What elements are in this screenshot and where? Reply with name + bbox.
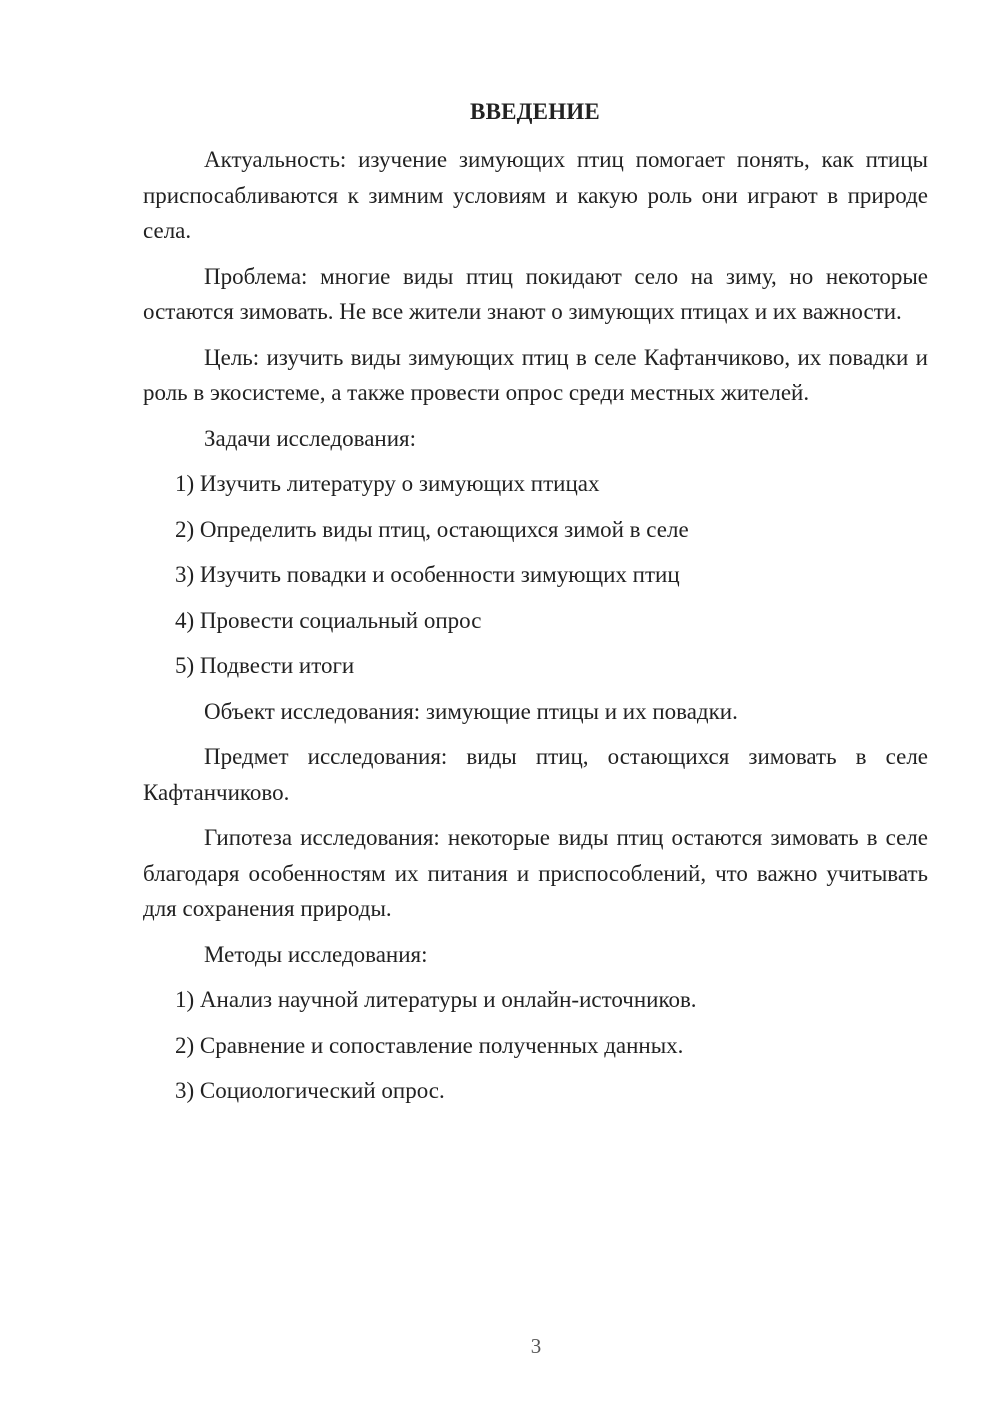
page-number: 3 xyxy=(530,1334,542,1358)
list-item: 3) Социологический опрос. xyxy=(175,1078,445,1103)
page-title: ВВЕДЕНИЕ xyxy=(470,99,600,124)
list-item: 3) Изучить повадки и особенности зимующих птиц xyxy=(175,562,680,587)
subject-paragraph: Предмет исследования: виды птиц, остающихся зимовать в селе Кафтанчиково. xyxy=(143,744,928,805)
list-item: 1) Изучить литературу о зимующих птицах xyxy=(175,471,600,496)
list-item: 2) Сравнение и сопоставление полученных данных. xyxy=(175,1032,684,1058)
problem-paragraph: Проблема: многие виды птиц покидают село на зиму, но некоторые остаются зимовать. Не все жители знают о зимующих птицах и их важности. xyxy=(143,263,928,324)
methods-title: Методы исследования: xyxy=(204,941,428,967)
list-item: 4) Провести социальный опрос xyxy=(175,607,482,633)
document-body xyxy=(143,142,928,1119)
hypothesis-paragraph: Гипотеза исследования: некоторые виды птиц остаются зимовать в селе благодаря особенностям их питания и приспособлений, что важно учитывать для сохранения природы. xyxy=(143,825,928,921)
object-paragraph: Объект исследования: зимующие птицы и их повадки. xyxy=(204,698,738,724)
tasks-list xyxy=(143,466,928,684)
list-item: 1) Анализ научной литературы и онлайн-источников. xyxy=(175,987,697,1012)
list-item: 5) Подвести итоги xyxy=(175,653,355,678)
goal-paragraph: Цель: изучить виды зимующих птиц в селе Кафтанчиково, их повадки и роль в экосистеме, а также провести опрос среди местных жителей. xyxy=(143,344,928,405)
relevance-paragraph: Актуальность: изучение зимующих птиц помогает понять, как птицы приспосабливаются к зимним условиям и какую роль они играют в природе села. xyxy=(143,147,928,243)
methods-list xyxy=(143,982,928,1109)
tasks-title: Задачи исследования: xyxy=(204,425,417,451)
list-item: 2) Определить виды птиц, остающихся зимой в селе xyxy=(175,516,689,542)
